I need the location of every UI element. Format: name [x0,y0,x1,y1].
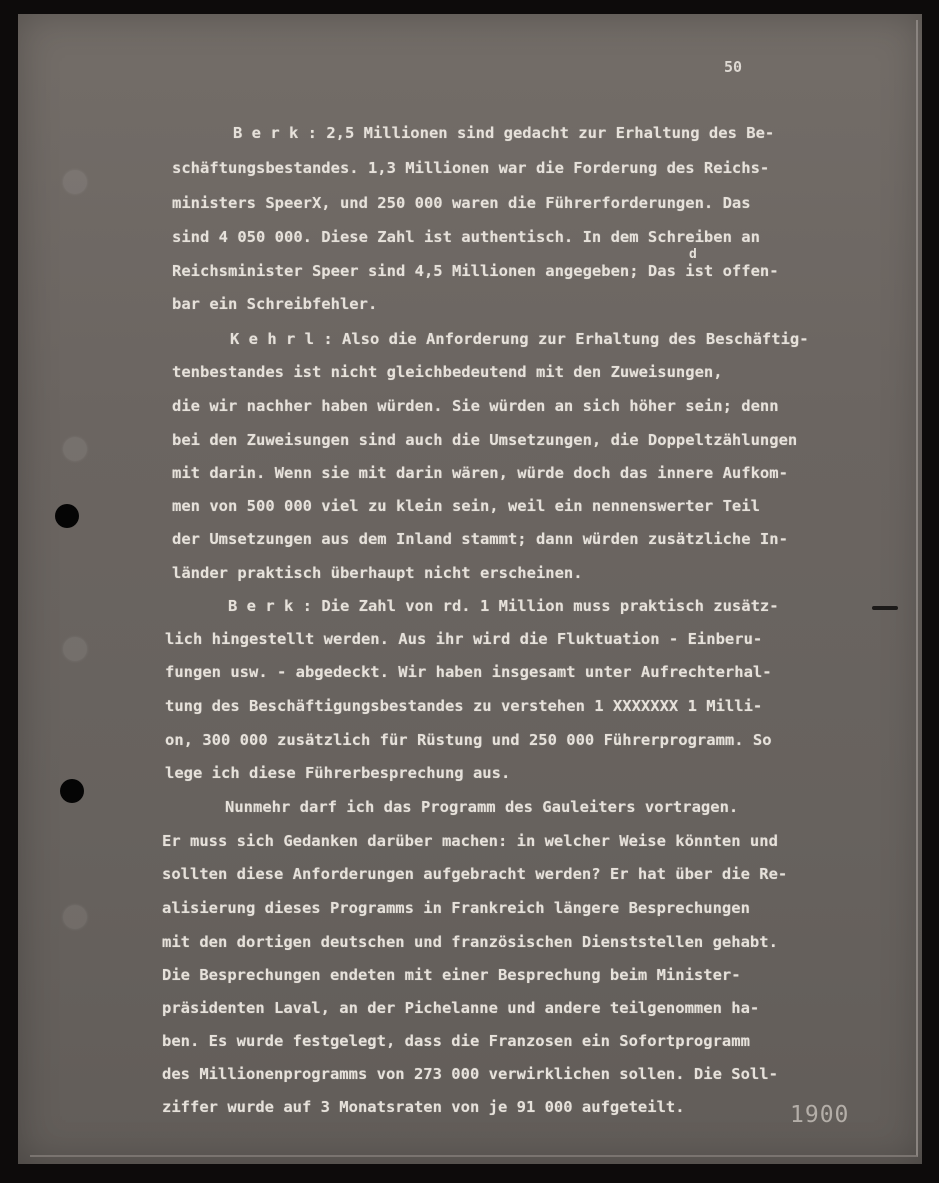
text-line: sind 4 050 000. Diese Zahl ist authentisch. In dem Schreiben an [172,228,760,246]
handwritten-correction: d [689,247,697,262]
text-line: ben. Es wurde festgelegt, dass die Franzosen ein Sofortprogramm [162,1032,750,1050]
punch-hole [55,504,79,528]
text-line: bar ein Schreibfehler. [172,295,378,313]
text-line: des Millionenprogramms von 273 000 verwirklichen sollen. Die Soll- [162,1065,778,1083]
text-line: alisierung dieses Programms in Frankreich längere Besprechungen [162,899,750,917]
text-line: men von 500 000 viel zu klein sein, weil ein nennenswerter Teil [172,497,760,515]
text-line: lich hingestellt werden. Aus ihr wird die Fluktuation - Einberu- [165,630,763,648]
text-line: tung des Beschäftigungsbestandes zu verstehen 1 XXXXXXX 1 Milli- [165,697,763,715]
faint-punch-hole [63,437,87,461]
faint-punch-hole [63,170,87,194]
text-line: Er muss sich Gedanken darüber machen: in welcher Weise könnten und [162,832,778,850]
text-line: tenbestandes ist nicht gleichbedeutend mit den Zuweisungen, [172,363,723,381]
margin-mark [872,606,898,610]
text-line: mit den dortigen deutschen und französischen Dienststellen gehabt. [162,933,778,951]
archive-stamp-number: 1900 [790,1102,850,1128]
text-line: K e h r l : Also die Anforderung zur Erhaltung des Beschäftig- [230,330,809,348]
text-line: ziffer wurde auf 3 Monatsraten von je 91 000 aufgeteilt. [162,1098,685,1116]
text-line: sollten diese Anforderungen aufgebracht werden? Er hat über die Re- [162,865,788,883]
text-line: fungen usw. - abgedeckt. Wir haben insgesamt unter Aufrechterhal- [165,663,772,681]
text-line: länder praktisch überhaupt nicht erscheinen. [172,564,583,582]
text-line: präsidenten Laval, an der Pichelanne und andere teilgenommen ha- [162,999,760,1017]
faint-punch-hole [63,637,87,661]
text-line: Nunmehr darf ich das Programm des Gauleiters vortragen. [225,798,739,816]
underlying-sheet-edge [30,20,918,1157]
text-line: Die Besprechungen endeten mit einer Besprechung beim Minister- [162,966,741,984]
page-number: 50 [724,58,743,76]
text-line: B e r k : 2,5 Millionen sind gedacht zur Erhaltung des Be- [233,124,775,142]
punch-hole [60,779,84,803]
text-line: bei den Zuweisungen sind auch die Umsetzungen, die Doppeltzählungen [172,431,798,449]
text-line: Reichsminister Speer sind 4,5 Millionen angegeben; Das ist offen- [172,262,779,280]
text-line: ministers SpeerX, und 250 000 waren die Führerforderungen. Das [172,194,751,212]
text-line: mit darin. Wenn sie mit darin wären, würde doch das innere Aufkom- [172,464,788,482]
text-line: der Umsetzungen aus dem Inland stammt; dann würden zusätzliche In- [172,530,788,548]
faint-punch-hole [63,905,87,929]
text-line: die wir nachher haben würden. Sie würden an sich höher sein; denn [172,397,779,415]
text-line: on, 300 000 zusätzlich für Rüstung und 250 000 Führerprogramm. So [165,731,772,749]
text-line: lege ich diese Führerbesprechung aus. [165,764,511,782]
text-line: schäftungsbestandes. 1,3 Millionen war die Forderung des Reichs- [172,159,770,177]
text-line: B e r k : Die Zahl von rd. 1 Million muss praktisch zusätz- [228,597,779,615]
